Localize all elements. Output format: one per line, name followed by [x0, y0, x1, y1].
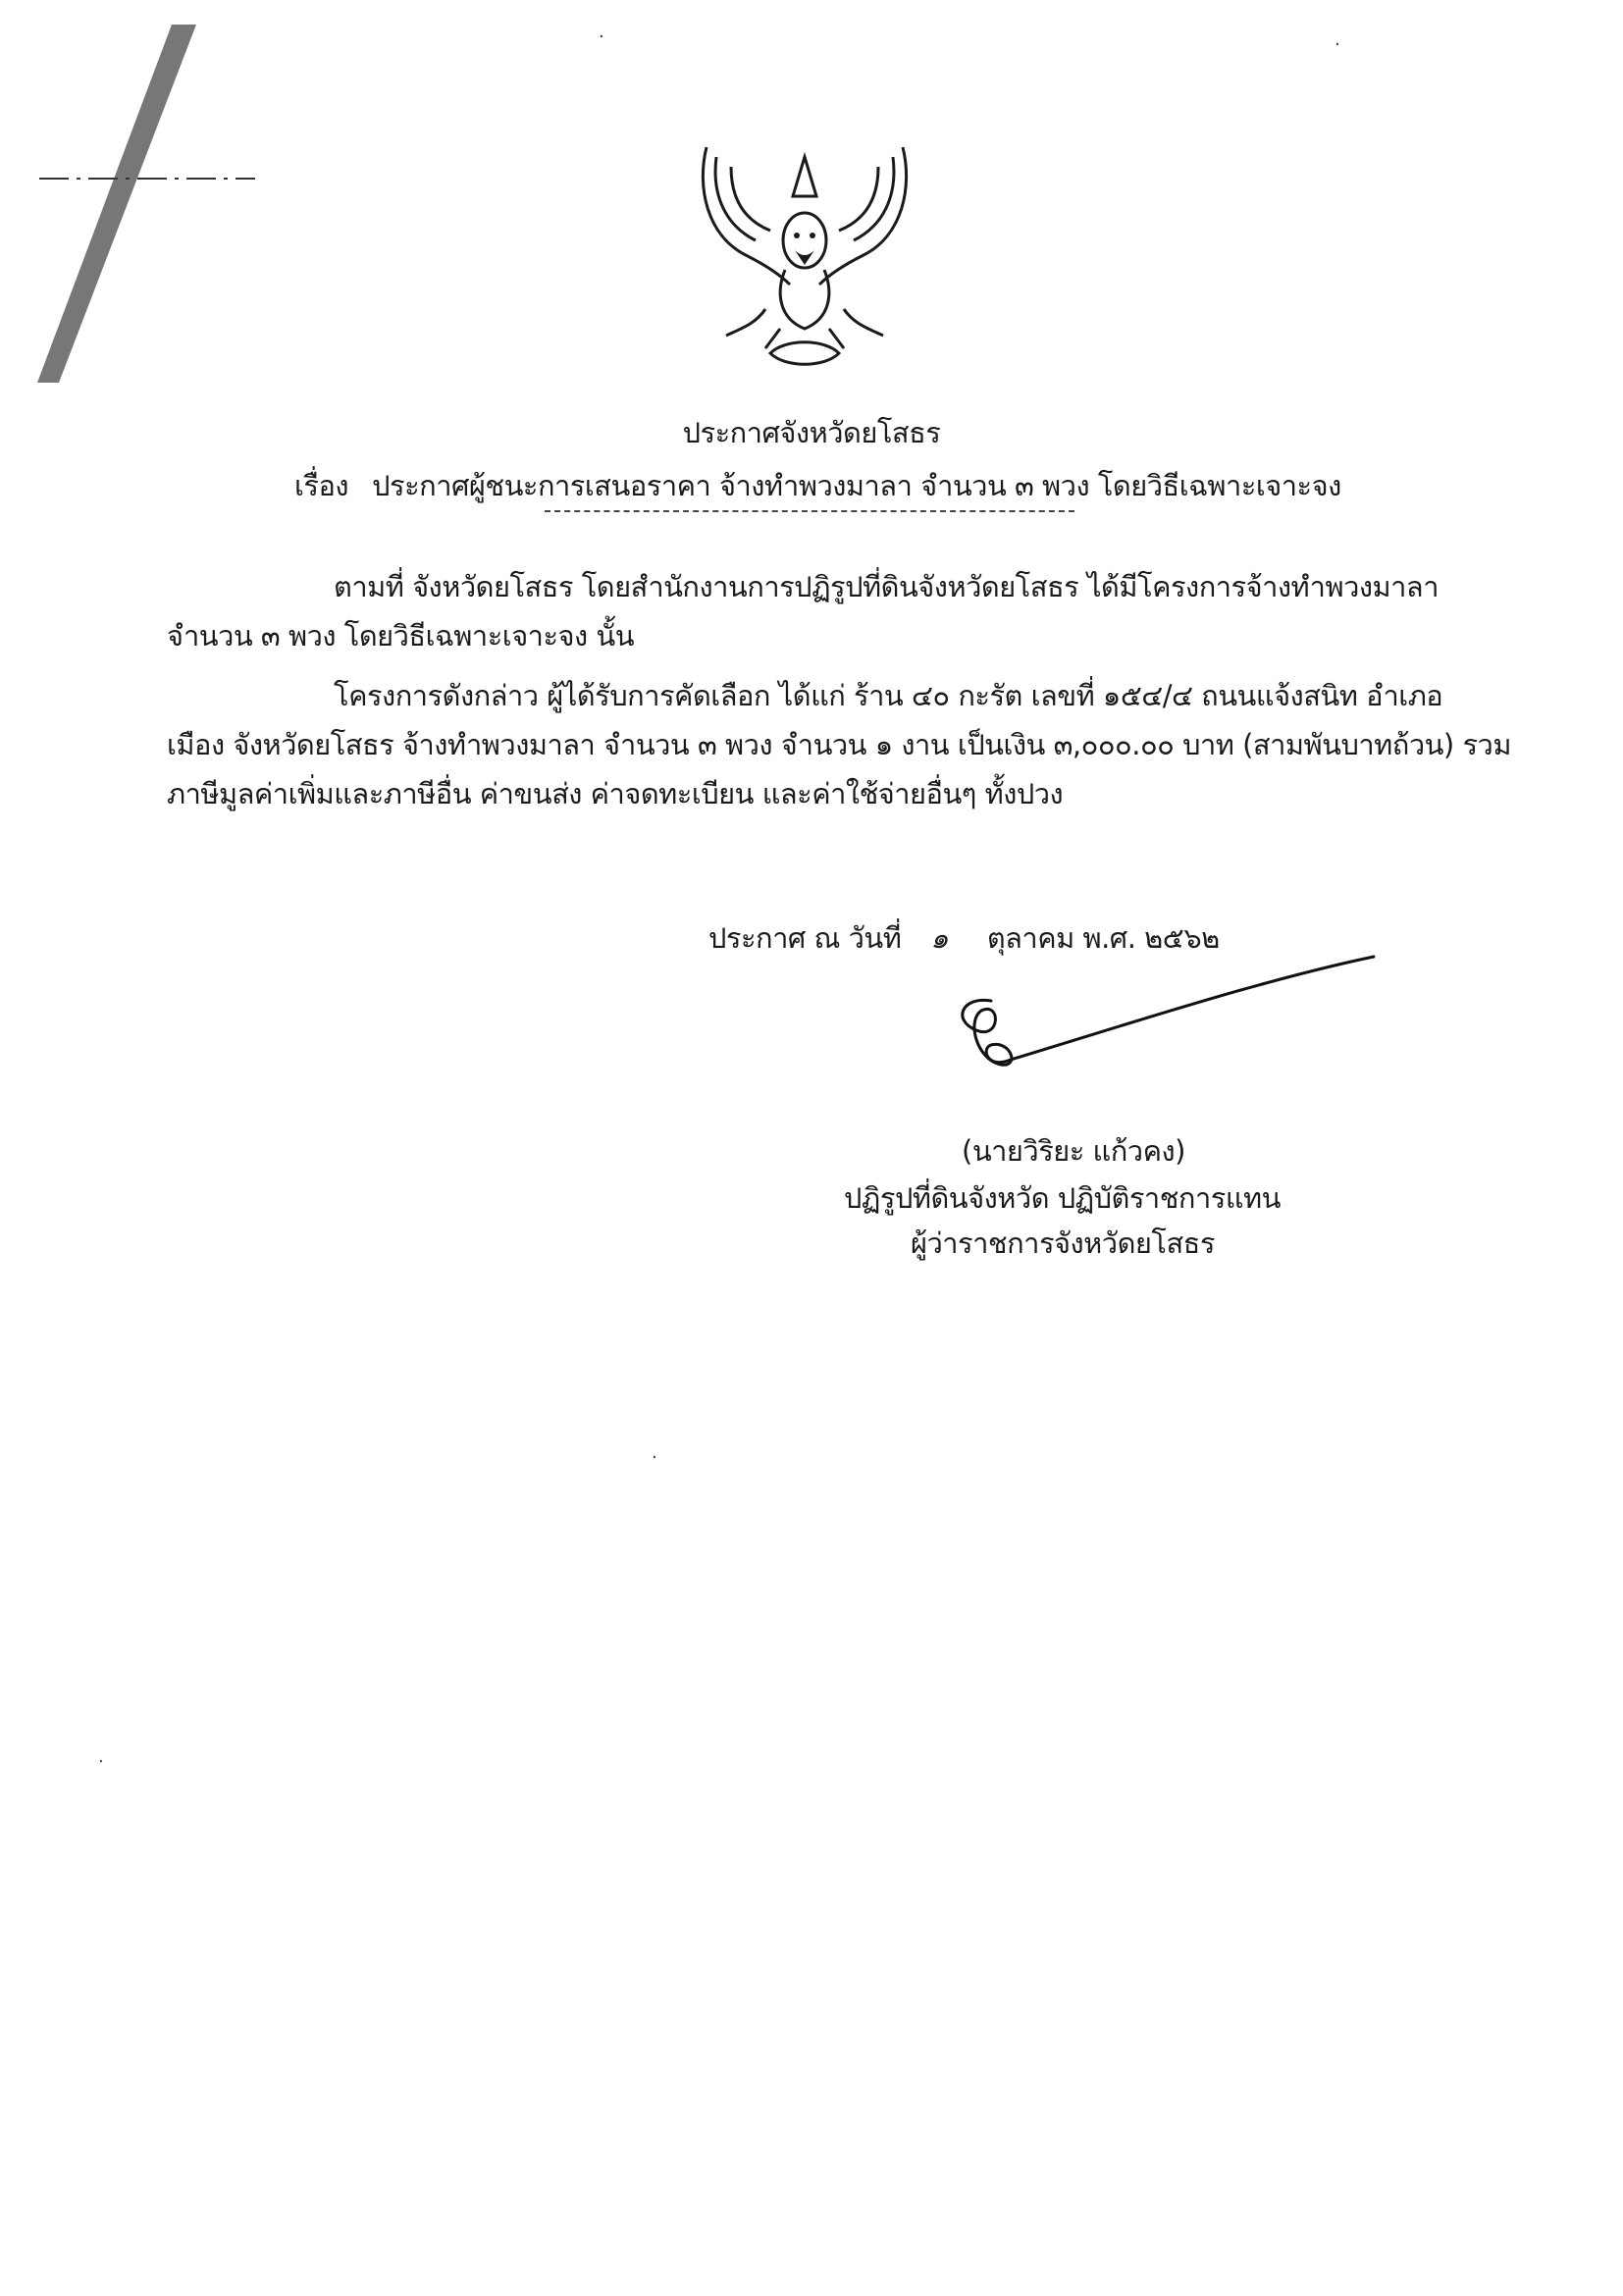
signer-position-1: ปฏิรูปที่ดินจังหวัด ปฏิบัติราชการแทน [844, 1181, 1281, 1215]
subject-line [294, 463, 1341, 508]
garuda-emblem-icon [687, 128, 922, 373]
scan-speck: . [652, 1442, 657, 1463]
paragraph-1-line-1: ตามที่ จังหวัดยโสธร โดยสำนักงานการปฏิรูปที่ดินจังหวัดยโสธร ได้มีโครงการจ้างทำพวงมาลา [334, 570, 1439, 603]
paragraph-2-line-3: ภาษีมูลค่าเพิ่มและภาษีอื่น ค่าขนส่ง ค่าจดทะเบียน และค่าใช้จ่ายอื่นๆ ทั้งปวง [167, 777, 1064, 810]
date-prefix: ประกาศ ณ วันที่ [708, 921, 902, 955]
subject-text: ประกาศผู้ชนะการเสนอราคา จ้างทำพวงมาลา จำนวน ๓ พวง โดยวิธีเฉพาะเจาะจง [372, 469, 1341, 502]
paragraph-2-line-2: เมือง จังหวัดยโสธร จ้างทำพวงมาลา จำนวน ๓ พวง จำนวน ๑ งาน เป็นเงิน ๓,๐๐๐.๐๐ บาท (สามพันบาทถ้วน) รวม [167, 728, 1511, 761]
subject-label: เรื่อง [294, 469, 349, 502]
paragraph-1-line-2: จำนวน ๓ พวง โดยวิธีเฉพาะเจาะจง นั้น [167, 619, 635, 652]
divider [545, 510, 1074, 512]
signer-position-2: ผู้ว่าราชการจังหวัดยโสธร [911, 1226, 1215, 1260]
document-title: ประกาศจังหวัดยโสธร [682, 416, 941, 449]
paragraph-2-line-1: โครงการดังกล่าว ผู้ได้รับการคัดเลือก ได้แก่ ร้าน ๔๐ กะรัต เลขที่ ๑๕๔/๔ ถนนแจ้งสนิท อำเภอ [334, 679, 1443, 712]
scan-edge-mark [0, 0, 255, 412]
date-day: ๑ [930, 921, 949, 955]
signer-name: (นายวิริยะ แก้วคง) [962, 1134, 1185, 1168]
scan-speck: . [599, 22, 604, 42]
scan-speck: . [1335, 29, 1340, 50]
date-month-year: ตุลาคม พ.ศ. ๒๕๖๒ [986, 921, 1220, 955]
scan-speck: . [98, 1747, 104, 1767]
handwritten-signature [932, 942, 1384, 1109]
